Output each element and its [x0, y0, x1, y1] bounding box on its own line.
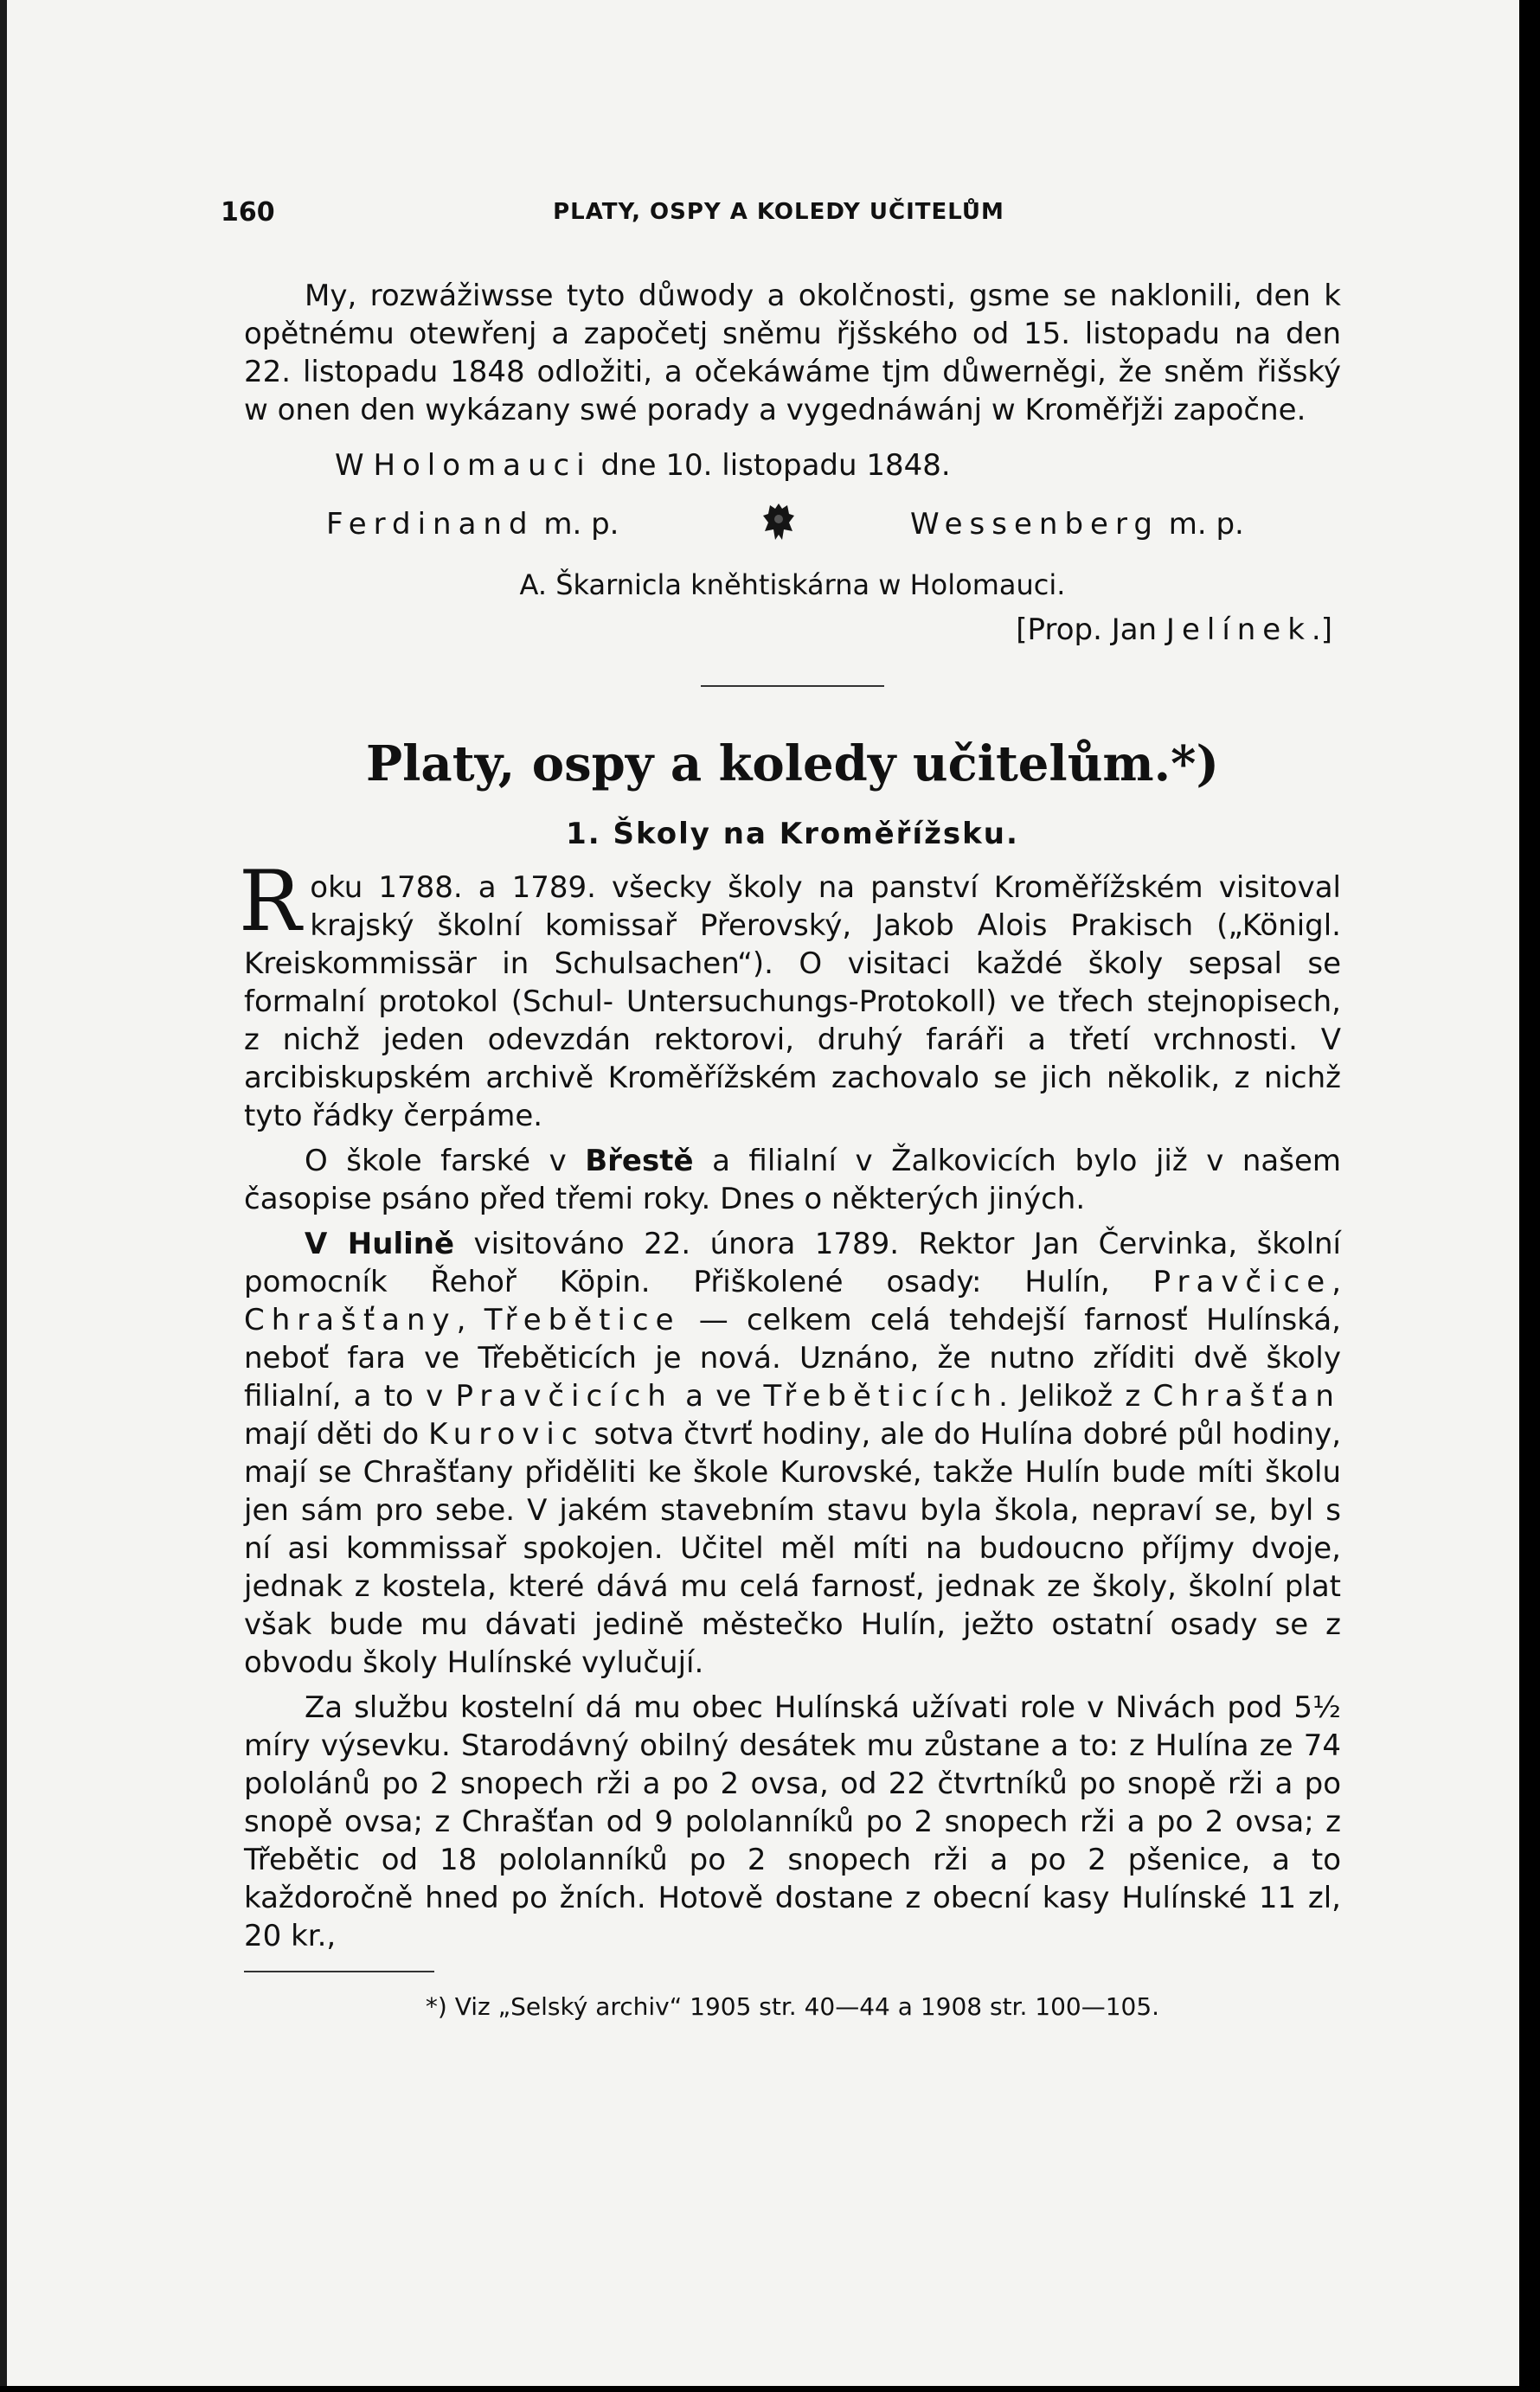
scan-edge-bottom	[0, 2386, 1540, 2392]
running-header	[221, 197, 1337, 232]
imperial-eagle-icon	[761, 500, 796, 543]
provenance-line: [Prop. Jan Jelínek.]	[1016, 612, 1332, 647]
paragraph-3: V Hulině visitováno 22. února 1789. Rektor Jan Červinka, školní pomocník Řehoř Köpin. Přiškolené osady: Hulín, Pravčice, Chrašťany, Třebětice — celkem celá tehdejší farnosť Hulínská, neboť fara ve Třeběticích je nová. Uznáno, že nutno zříditi dvě školy filialní, a to v Pravčicích a ve Třeběticích. Jelikož z Chrašťan mají děti do Kurovic sotva čtvrť hodiny, ale do Hulína dobré půl hodiny, mají se Chrašťany přiděliti ke škole Kurovské, takže Hulín bude míti školu jen sám pro sebe. V jakém stavebním stavu byla škola, nepraví se, byl s ní asi kommissař spokojen. Učitel měl míti na budoucno příjmy dvoje, jednak z kostela, které dává mu celá farnosť, jednak ze školy, školní plat však bude mu dávati jedině městečko Hulín, ježto ostatní osady se z obvodu školy Hulínské vylučují.	[244, 1227, 1342, 1680]
paragraph-1: Roku 1788. a 1789. všecky školy na panství Kroměřížském visitoval krajský školní komissař Přerovský, Jakob Alois Prakisch („Königl. Kreiskommissär in Schulsachen“). O visitaci každé školy sepsal se formalní protokol (Schul- Untersuchungs-Protokoll) ve třech stejnopisech, z nichž jeden odevzdán rektorovi, druhý faráři a třetí vrchnosti. V arcibiskupském archivě Kroměřížském zachovalo se jich několik, z nichž tyto řádky čerpáme.	[239, 853, 1341, 1133]
footnote-rule	[244, 1971, 434, 1972]
running-title: PLATY, OSPY A KOLEDY UČITELŮM	[553, 199, 1004, 225]
signature-ferdinand: Ferdinand m. p.	[326, 507, 619, 542]
printer-line: A. Škarnicla kněhtiskárna w Holomauci.	[519, 568, 1066, 601]
place-prefix: W	[335, 448, 364, 483]
scan-edge-left	[0, 0, 7, 2386]
signature-row	[244, 500, 1341, 550]
section-heading: 1. Školy na Kroměřížsku.	[566, 817, 1019, 851]
section-divider	[701, 685, 884, 687]
footnote: *) Viz „Selský archiv“ 1905 str. 40—44 a 1908 str. 100—105.	[425, 1992, 1160, 2021]
scan-edge-right	[1519, 0, 1540, 2392]
paragraph-2: O škole farské v Břestě a filialní v Žalkovicích bylo již v našem časopise psáno před třemi roky. Dnes o některých jiných.	[244, 1144, 1342, 1216]
page-number: 160	[221, 197, 275, 228]
signature-wessenberg: Wessenberg m. p.	[910, 507, 1244, 542]
proclamation-paragraph: My, rozwážiwsse tyto důwody a okolčnosti, gsme se naklonili, den k opětnému otewřenj a započetj sněmu řjšského od 15. listopadu na den 22. listopadu 1848 odložiti, a očekáwáme tjm důwerněgi, že sněm řišský w onen den wykázany swé porady a vygednáwánj w Kroměřjži započne.	[244, 279, 1341, 427]
page-body	[239, 277, 1342, 2026]
place-name: Holomauci	[373, 448, 592, 483]
drop-cap: R	[239, 853, 302, 950]
date: dne 10. listopadu 1848.	[600, 448, 951, 483]
place-date-line	[244, 446, 1341, 484]
article-title: Platy, ospy a koledy učitelům.*)	[366, 735, 1219, 792]
paragraph-4: Za službu kostelní dá mu obec Hulínská užívati role v Nivách pod 5½ míry výsevku. Starodávný obilný desátek mu zůstane a to: z Hulína ze 74 pololánů po 2 snopech rži a po 2 ovsa, od 22 čtvrtníků po snopě rži a po snopě ovsa; z Chrašťan od 9 pololanníků po 2 snopech rži a po 2 ovsa; z Třebětic od 18 pololanníků po 2 snopech rži a po 2 pšenice, a to každoročně hned po žních. Hotově dostane z obecní kasy Hulínské 11 zl, 20 kr.,	[244, 1690, 1341, 1953]
